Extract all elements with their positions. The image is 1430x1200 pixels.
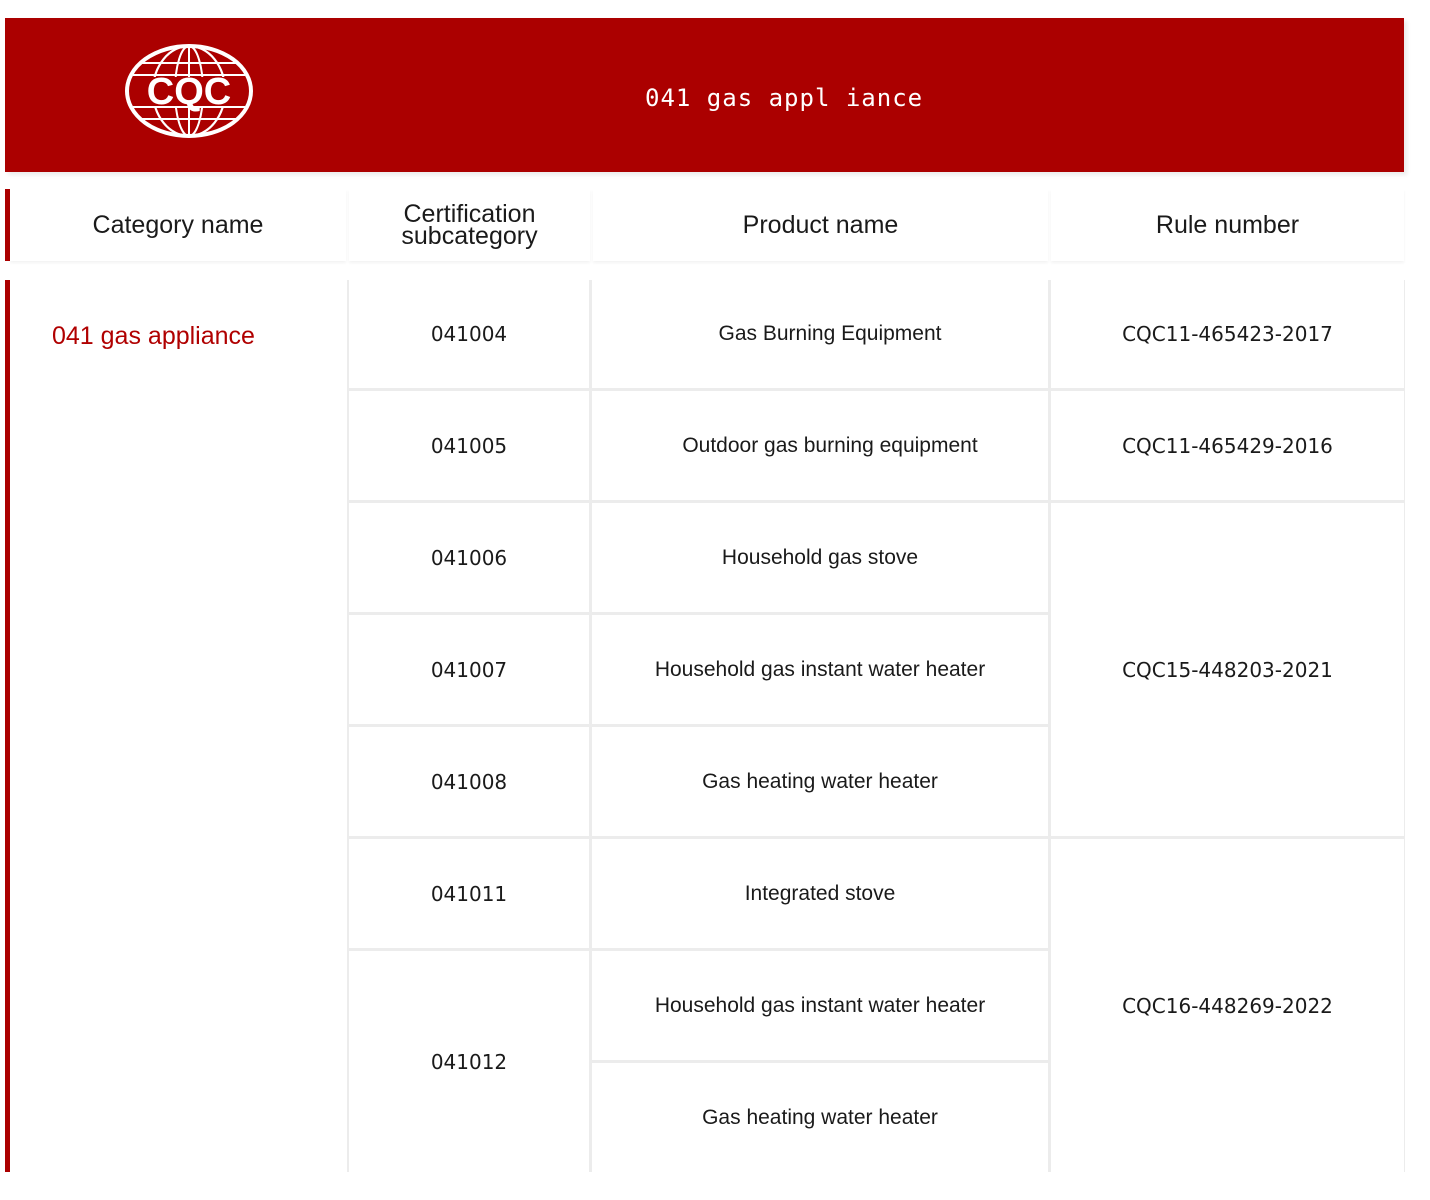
cqc-logo	[123, 43, 255, 139]
header-category-name: Category name	[10, 189, 346, 261]
table-cell-product: Household gas stove	[592, 503, 1048, 612]
header-banner	[5, 18, 1404, 172]
table-cell-rule: CQC11-465429-2016	[1051, 391, 1404, 500]
table-cell-code: 041004	[349, 280, 589, 388]
table-cell-product: Integrated stove	[592, 839, 1048, 948]
category-accent-bar	[5, 280, 10, 1172]
table-cell-product: Gas heating water heater	[592, 727, 1048, 836]
table-cell-product: Household gas instant water heater	[592, 615, 1048, 724]
svg-text:CQC: CQC	[146, 71, 232, 113]
table-cell-rule: CQC11-465423-2017	[1051, 280, 1404, 388]
table-cell-rule: CQC16-448269-2022	[1051, 839, 1404, 1172]
banner-title: 041 gas appl iance	[645, 84, 924, 112]
table-cell-code: 041005	[349, 391, 589, 500]
table-cell-code: 041006	[349, 503, 589, 612]
table-cell-code: 041007	[349, 615, 589, 724]
table-cell-code: 041011	[349, 839, 589, 948]
table-cell-rule: CQC15-448203-2021	[1051, 503, 1404, 836]
category-name-cell: 041 gas appliance	[52, 322, 255, 350]
table-cell-code: 041008	[349, 727, 589, 836]
header-rule-number: Rule number	[1051, 189, 1404, 261]
table-cell-product: Outdoor gas burning equipment	[592, 391, 1048, 500]
table-cell-code: 041012	[349, 951, 589, 1172]
table-cell-product: Gas heating water heater	[592, 1063, 1048, 1172]
header-certification-subcategory: Certification subcategory	[349, 189, 590, 261]
table-cell-product: Gas Burning Equipment	[592, 280, 1048, 388]
table-cell-product: Household gas instant water heater	[592, 951, 1048, 1060]
header-product-name: Product name	[593, 189, 1048, 261]
